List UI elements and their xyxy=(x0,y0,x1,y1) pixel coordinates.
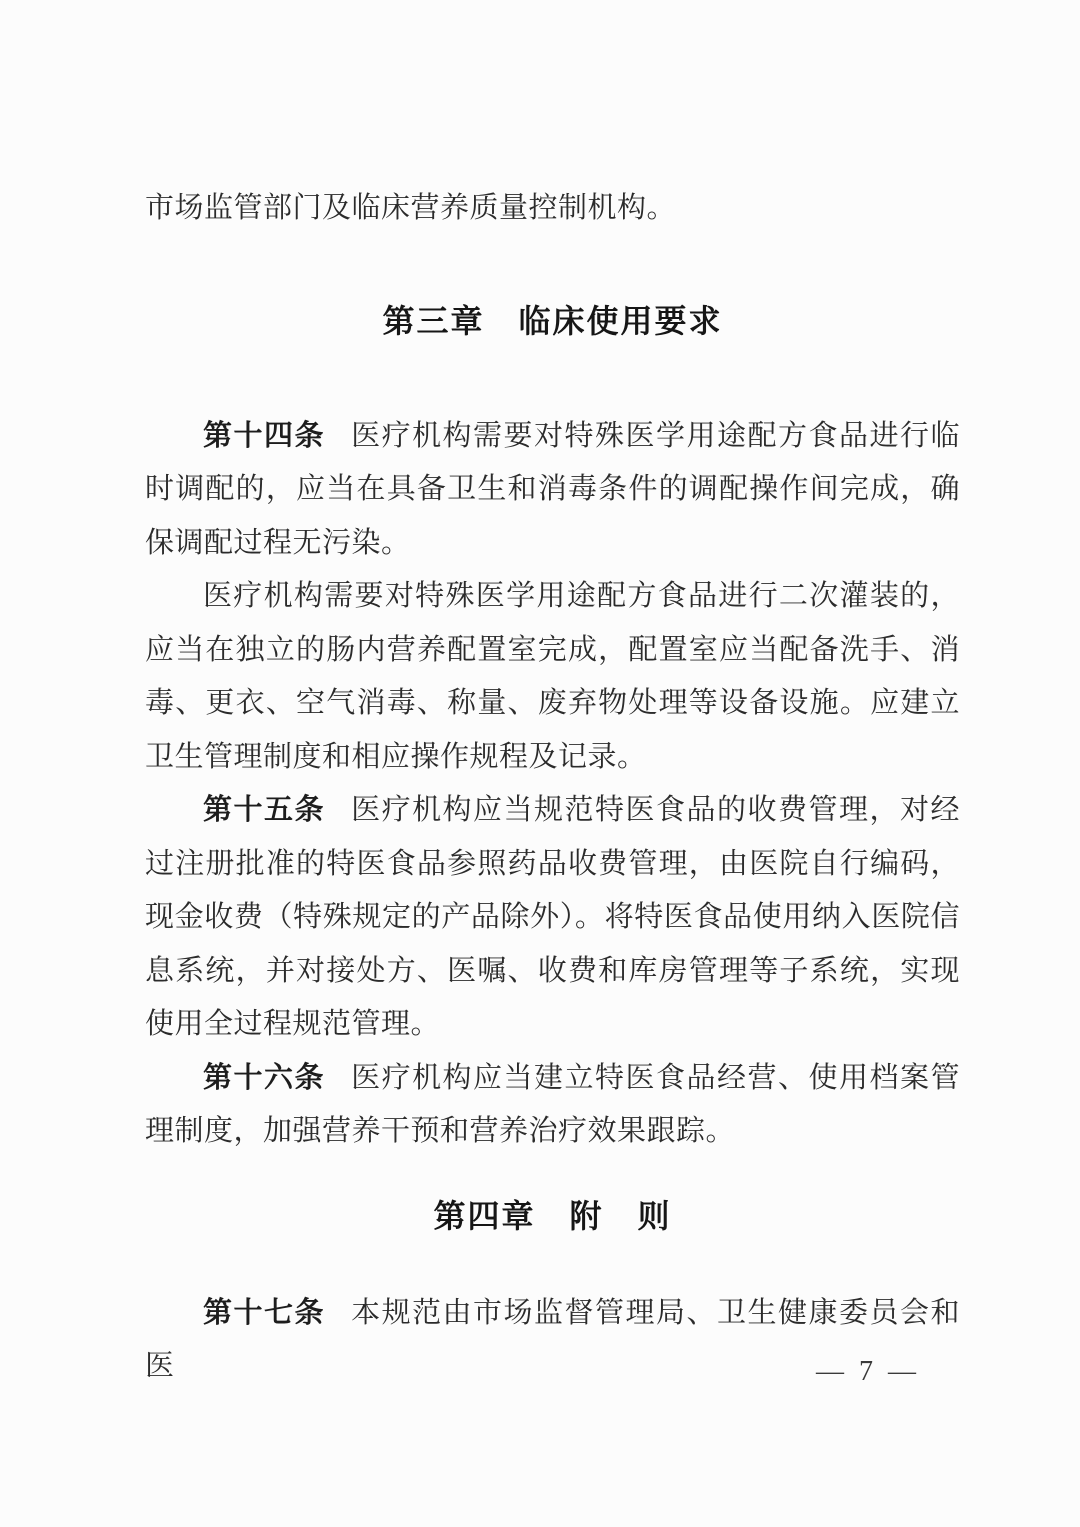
article-15-label: 第十五条 xyxy=(203,794,325,826)
article-14-text: 医疗机构需要对特殊医学用途配方食品进行临时调配的，应当在具备卫生和消毒条件的调配操作间完成，确保调配过程无污染。 xyxy=(145,419,960,559)
article-17-text: 本规范由市场监督管理局、卫生健康委员会和医 xyxy=(145,1296,960,1382)
article-14-paragraph-2-text: 医疗机构需要对特殊医学用途配方食品进行二次灌装的，应当在独立的肠内营养配置室完成，配置室应当配备洗手、消毒、更衣、空气消毒、称量、废弃物处理等设备设施。应建立卫生管理制度和相应操作规程及记录。 xyxy=(145,580,960,773)
article-14-paragraph-2 xyxy=(145,570,960,784)
article-16-paragraph xyxy=(145,1052,960,1159)
article-16-label: 第十六条 xyxy=(203,1061,325,1094)
continuation-paragraph: 市场监管部门及临床营养质量控制机构。 xyxy=(145,192,677,224)
article-16-text: 医疗机构应当建立特医食品经营、使用档案管理制度，加强营养干预和营养治疗效果跟踪。 xyxy=(145,1061,960,1147)
document-content xyxy=(145,182,960,1394)
page-number: — 7 — xyxy=(816,1356,920,1387)
chapter-4-heading: 第四章 附 则 xyxy=(433,1197,672,1234)
chapter-3-heading: 第三章 临床使用要求 xyxy=(382,302,723,339)
article-17-label: 第十七条 xyxy=(203,1296,325,1329)
article-14-paragraph xyxy=(145,410,960,571)
article-15-text: 医疗机构应当规范特医食品的收费管理，对经过注册批准的特医食品参照药品收费管理，由医院自行编码，现金收费（特殊规定的产品除外）。将特医食品使用纳入医院信息系统，并对接处方、医嘱、收费和库房管理等子系统，实现使用全过程规范管理。 xyxy=(145,794,960,1040)
article-15-paragraph xyxy=(145,784,960,1052)
article-14-label: 第十四条 xyxy=(203,419,325,452)
